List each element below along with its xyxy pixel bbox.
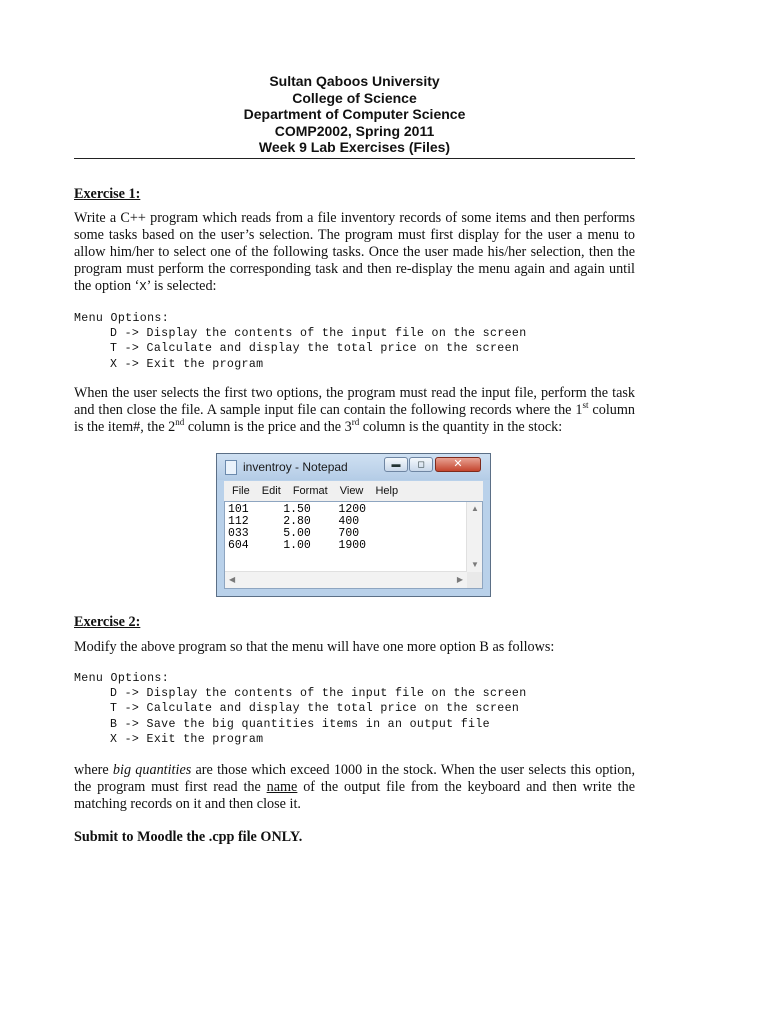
department-name: Department of Computer Science	[243, 106, 466, 123]
desc-text: column is the quantity in the stock:	[359, 419, 563, 435]
ordinal-suffix: rd	[351, 417, 360, 427]
submission-note: Submit to Moodle the .cpp file ONLY.	[74, 829, 303, 845]
notepad-content	[228, 504, 366, 552]
menu-heading: Menu Options:	[74, 312, 169, 325]
course-term: COMP2002, Spring 2011	[274, 122, 435, 139]
maximize-button[interactable]: ◻	[409, 457, 433, 472]
menu-format[interactable]: Format	[292, 485, 328, 497]
minimize-button[interactable]: ▬	[384, 457, 408, 472]
exercise1-intro-end: ’ is selected:	[146, 278, 217, 294]
record-row: 033 5.00 700	[228, 527, 360, 540]
exercise1-menu	[74, 311, 635, 372]
scroll-down-icon[interactable]: ▼	[471, 560, 479, 569]
header-divider	[74, 158, 635, 159]
document-header	[74, 73, 635, 156]
scroll-up-icon[interactable]: ▲	[471, 504, 479, 513]
university-name: Sultan Qaboos University	[269, 73, 440, 89]
menu-option: T -> Calculate and display the total price on the screen	[110, 342, 520, 356]
resize-grip[interactable]	[467, 572, 482, 588]
record-row: 101 1.50 1200	[228, 503, 367, 516]
close-button[interactable]: ✕	[435, 457, 481, 472]
menu-option: D -> Display the contents of the input file on the screen	[110, 687, 527, 701]
notepad-window	[216, 453, 491, 597]
notepad-menubar	[224, 481, 483, 501]
menu-view[interactable]: View	[339, 485, 364, 497]
desc-text: of the output file from the keyboard and then write the matching records on it and then close it.	[74, 779, 635, 812]
ordinal-suffix: nd	[175, 417, 185, 427]
ordinal-suffix: st	[582, 400, 589, 410]
exercise1-intro-text: Write a C++ program which reads from a file inventory records of some items and then performs some tasks based on the user’s selection. The program must first display for the user a menu to allow him/her to select one of the following tasks. Once the user made his/her selection, then the program must perform the corresponding task and then re-display the menu again and again until the option ‘	[74, 210, 635, 294]
big-quantities-term: big quantities	[112, 762, 192, 778]
desc-text: are those which exceed 1000 in the stock. When the user selects this option, the program must first read the	[74, 762, 635, 795]
menu-option: D -> Display the contents of the input file on the screen	[110, 327, 527, 341]
college-name: College of Science	[292, 89, 417, 106]
lab-title: Week 9 Lab Exercises (Files)	[258, 139, 451, 156]
desc-text: column is the price and the 3	[184, 419, 352, 435]
exercise2-description	[74, 762, 635, 813]
notepad-app-icon	[225, 460, 237, 475]
menu-heading: Menu Options:	[74, 672, 169, 685]
exercise2-intro: Modify the above program so that the menu will have one more option B as follows:	[74, 639, 555, 655]
name-term: name	[266, 779, 298, 795]
notepad-titlebar	[217, 454, 490, 480]
menu-option: T -> Calculate and display the total price on the screen	[110, 702, 520, 716]
notepad-title: inventroy - Notepad	[243, 460, 348, 474]
desc-text: where	[74, 762, 113, 778]
exercise1-exit-option: X	[139, 280, 147, 294]
exercise1-intro	[74, 210, 635, 296]
scroll-left-icon[interactable]: ◀	[229, 575, 236, 584]
record-row: 112 2.80 400	[228, 515, 360, 528]
scroll-right-icon[interactable]: ▶	[456, 575, 463, 584]
horizontal-scrollbar[interactable]	[225, 571, 467, 588]
record-row: 604 1.00 1900	[228, 539, 367, 552]
menu-help[interactable]: Help	[375, 485, 399, 497]
exercise2-title: Exercise 2:	[74, 614, 141, 630]
exercise1-title: Exercise 1:	[74, 186, 141, 202]
desc-text: column is the item#, the 2	[74, 402, 635, 435]
menu-option: B -> Save the big quantities items in an output file	[110, 717, 490, 731]
exercise1-description	[74, 385, 635, 436]
menu-edit[interactable]: Edit	[261, 485, 281, 497]
menu-option: X -> Exit the program	[110, 357, 264, 371]
desc-text: When the user selects the first two options, the program must read the input file, perform the task and then close the file. A sample input file can contain the following records where the 1	[74, 385, 635, 418]
vertical-scrollbar[interactable]	[466, 502, 482, 572]
notepad-text-area[interactable]	[224, 501, 483, 589]
exercise2-menu	[74, 671, 635, 747]
menu-file[interactable]: File	[232, 485, 250, 497]
menu-option: X -> Exit the program	[110, 732, 264, 746]
